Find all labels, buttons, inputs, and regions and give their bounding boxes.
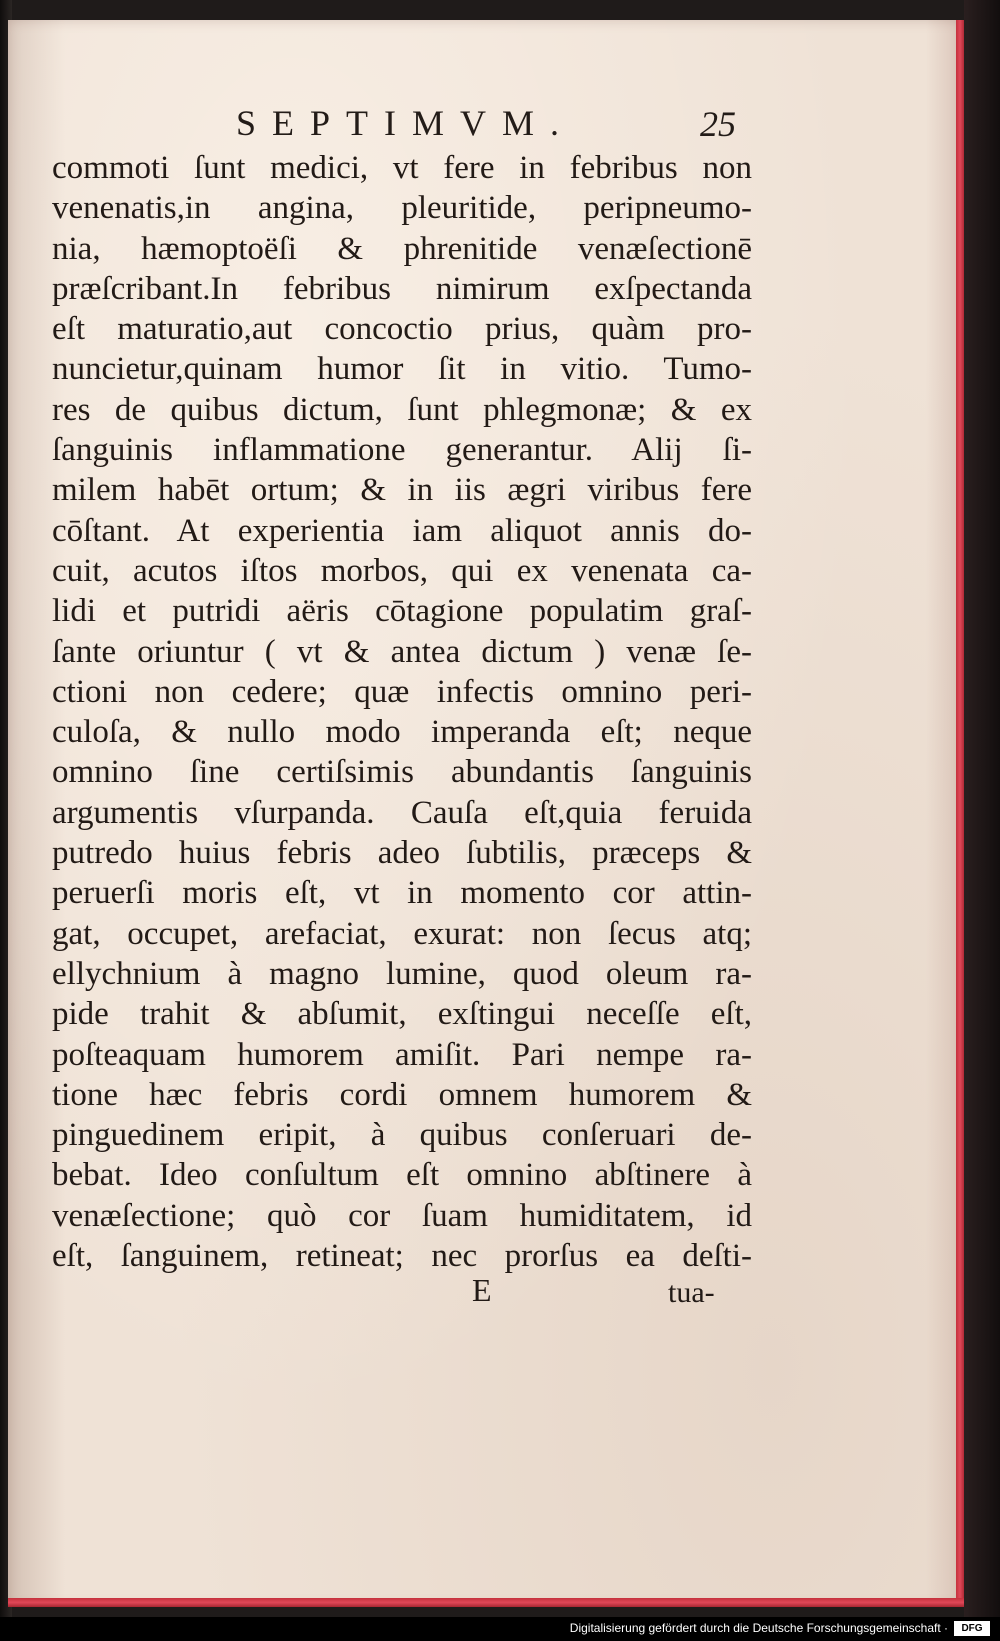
text-line: tione hæc febris cordi omnem humorem & [52, 1076, 752, 1113]
text-line: bebat. Ideo conſultum eſt omnino abſtinere à [52, 1157, 752, 1194]
text-line: argumentis vſurpanda. Cauſa eſt,quia feruida [52, 794, 752, 831]
text-line: ſante oriuntur ( vt & antea dictum ) venæ ſe- [52, 633, 752, 670]
catchword: tua- [668, 1276, 715, 1309]
text-line: commoti ſunt medici, vt fere in febribus non [52, 150, 752, 186]
text-line: nuncietur,quinam humor ſit in vitio. Tumo- [52, 351, 752, 388]
book-edge [964, 0, 1000, 1641]
text-line: venæſectione; quò cor ſuam humiditatem, id [52, 1197, 752, 1234]
text-line: eſt maturatio,aut concoctio prius, quàm pro- [52, 311, 752, 348]
text-line: omnino ſine certiſsimis abundantis ſanguinis [52, 754, 752, 791]
text-line: putredo huius febris adeo ſubtilis, præceps & [52, 835, 752, 872]
running-head: SEPTIMVM. [236, 103, 576, 143]
text-line: culoſa, & nullo modo imperanda eſt; neque [52, 714, 752, 751]
text-line: pide trahit & abſumit, exſtingui neceſſe eſt, [52, 996, 752, 1033]
body-text [52, 148, 752, 1276]
text-line: venenatis,in angina, pleuritide, peripneumo- [52, 190, 752, 227]
text-line: cuit, acutos iſtos morbos, qui ex venenata ca- [52, 552, 752, 589]
text-line: lidi et putridi aëris cōtagione populatim graſ- [52, 593, 752, 630]
footer-bar [0, 1617, 1000, 1641]
text-line: pinguedinem eripit, à quibus conſeruari de- [52, 1117, 752, 1154]
text-line: nia, hæmoptoëſi & phrenitide venæſectionē [52, 230, 752, 267]
page-number: 25 [700, 104, 736, 144]
text-line: cōſtant. At experientia iam aliquot annis do- [52, 512, 752, 549]
signature-mark: E [472, 1272, 492, 1308]
text-line: res de quibus dictum, ſunt phlegmonæ; & ex [52, 391, 752, 428]
red-page-edge-right [956, 20, 964, 1607]
footer-credit: Digitalisierung gefördert durch die Deutsche Forschungsgemeinschaft · [569, 1621, 948, 1635]
text-line: ellychnium à magno lumine, quod oleum ra- [52, 955, 752, 992]
text-line: poſteaquam humorem amiſit. Pari nempe ra- [52, 1036, 752, 1073]
text-line: præſcribant.In febribus nimirum exſpectanda [52, 270, 752, 307]
text-line: peruerſi moris eſt, vt in momento cor attin- [52, 875, 752, 912]
text-line: milem habēt ortum; & in iis ægri viribus fere [52, 472, 752, 509]
dfg-logo-icon: DFG [954, 1621, 990, 1636]
red-page-edge-bottom [8, 1598, 964, 1607]
text-line: ctioni non cedere; quæ infectis omnino peri- [52, 673, 752, 710]
text-line: gat, occupet, arefaciat, exurat: non ſecus atq; [52, 915, 752, 952]
text-line: ſanguinis inflammatione generantur. Alij ſi- [52, 432, 752, 469]
text-line: eſt, ſanguinem, retineat; nec prorſus ea deſti- [52, 1238, 752, 1275]
